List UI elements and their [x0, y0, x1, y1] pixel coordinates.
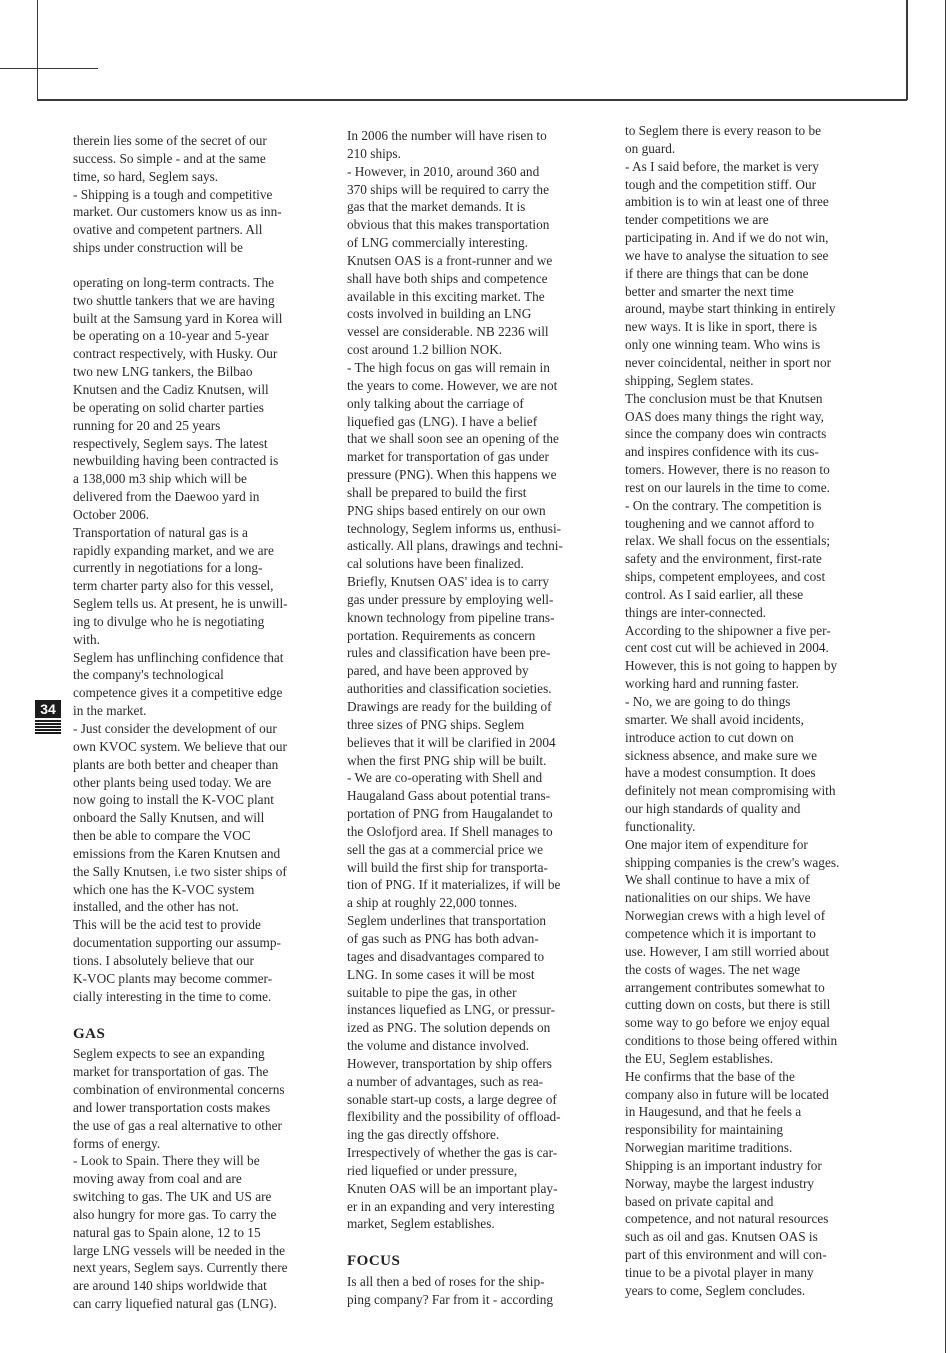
- body-paragraph: In 2006 the number will have risen to 210 ships. - However, in 2010, around 360 and 370 ships will be required to carry the gas that the market demands. It is obvious that this makes transportation of LNG commercially interesting. Knutsen OAS is a front-runner and we shall have both ships and competence available in this exciting market. The costs involved in building an LNG vessel are considerable. NB 2236 will cost around 1.2 billion NOK. - The high focus on gas will remain in the years to come. However, we are not only talking about the carriage of liquefied gas (LNG). I have a belief that we shall soon see an opening of the market for transportation of gas under pressure (PNG). When this happens we shall be prepared to build the first PNG ships based entirely on our own technology, Seglem informs us, enthusi- astically. All plans, drawings and techni- cal solutions have been finalized. Briefly, Knutsen OAS' idea is to carry gas under pressure by employing well- known technology from pipeline trans- portation. Requirements as concern rules and classification have been pre- pared, and have been approved by authorities and classification societies. Drawings are ready for the building of three sizes of PNG ships. Seglem believes that it will be clarified in 2004 when the first PNG ship will be built. - We are co-operating with Shell and Haugaland Gass about potential trans- portation of PNG from Haugalandet to the Oslofjord area. If Shell manages to sell the gas at a commercial price we will build the first ship for transporta- tion of PNG. If it materializes, if will be a ship at roughly 22,000 tonnes. Seglem underlines that transportation of gas such as PNG has both advan- tages and disadvantages compared to LNG. In some cases it will be most suitable to pipe the gas, in other instances liquefied as LNG, or pressur- ized as PNG. The solution depends on the volume and distance involved. However, transportation by ship offers a number of advantages, such as rea- sonable start-up costs, a large degree of flexibility and the possibility of offload- ing the gas directly offshore. Irrespectively of whether the gas is car- ried liquefied or under pressure, Knuten OAS will be an important play- er in an expanding and very interesting market, Seglem establishes.: [347, 128, 563, 1232]
- section-heading: GAS: [73, 1025, 106, 1042]
- body-paragraph: Seglem expects to see an expanding market for transportation of gas. The combination of environmental concerns and lower transportation costs makes the use of gas a real alternative to other forms of energy. - Look to Spain. There they will be moving away from coal and are switching to gas. The UK and US are also hungry for more gas. To carry the natural gas to Spain alone, 12 to 15 large LNG vessels will be needed in the next years, Seglem says. Currently there are around 140 ships worldwide that can carry liquefied natural gas (LNG).: [73, 1046, 288, 1312]
- crop-mark-horizontal: [0, 68, 98, 69]
- page-number: 34: [35, 700, 61, 718]
- right-frame-rule: [906, 0, 908, 100]
- column-gap: [73, 257, 345, 274]
- section-heading: FOCUS: [347, 1253, 401, 1270]
- body-paragraph: to Seglem there is every reason to be on guard. - As I said before, the market is very tough and the competition stiff. Our ambition is to win at least one of three tender competitions we are participating in. And if we do not win, we have to analyse the situation to see if there are things that can be done better and smarter the next time around, maybe start thinking in entirely new ways. It is like in sport, there is only one winning team. Who wins is never coincidental, neither in sport nor shipping, Seglem states. The conclusion must be that Knutsen OAS does many things the right way, since the company does win contracts and inspires confidence with its cus- tomers. However, there is no reason to rest on our laurels in the time to come. - On the contrary. The competition is toughening and we cannot afford to relax. We shall focus on the essentials; safety and the environment, first-rate ships, competent employees, and cost control. As I said earlier, all these things are inter-connected. According to the shipowner a five per- cent cost cut will be achieved in 2004. However, this is not going to happen by working hard and running faster. - No, we are going to do things smarter. We shall avoid incidents, introduce action to cut down on sickness absence, and make sure we have a modest consumption. It does definitely not mean compromising with our high standards of quality and functionality. One major item of expenditure for shipping companies is the crew's wages. We shall continue to have a mix of nationalities on our ships. We have Norwegian crews with a high level of competence which it is important to use. However, I am still worried about the costs of wages. The net wage arrangement contributes somewhat to cutting down on costs, but there is still some way to go before we enjoy equal conditions to those being offered within the EU, Seglem establishes. He confirms that the base of the company also in future will be located in Haugesund, and that he feels a responsibility for maintaining Norwegian maritime traditions. Shipping is an important industry for Norway, maybe the largest industry based on private capital and competence, and not natural resources such as oil and gas. Knutsen OAS is part of this environment and will con- tinue to be a pivotal player in many years to come, Seglem concludes.: [625, 123, 840, 1298]
- article-column-2: [347, 127, 619, 1309]
- article-column-3: [625, 122, 897, 1300]
- body-paragraph: therein lies some of the secret of our success. So simple - and at the same time, so hard, Seglem says. - Shipping is a tough and competitive market. Our customers know us as inn- ovative and competent partners. All ships under construction will be: [73, 133, 282, 256]
- crop-mark-vertical: [37, 0, 38, 100]
- article-column-1: [73, 132, 345, 1313]
- body-paragraph: Is all then a bed of roses for the ship- ping company? Far from it - according: [347, 1274, 554, 1307]
- page-number-box: [35, 700, 63, 730]
- body-paragraph: operating on long-term contracts. The two shuttle tankers that we are having built at the Samsung yard in Korea will be operating on a 10-year and 5-year contract respectively, with Husky. Our two new LNG tankers, the Bilbao Knutsen and the Cadiz Knutsen, will be operating on solid charter parties running for 20 and 25 years respectively, Seglem says. The latest newbuilding having been contracted is a 138,000 m3 ship which will be delivered from the Daewoo yard in October 2006. Transportation of natural gas is a rapidly expanding market, and we are currently in negotiations for a long- term charter party also for this vessel, Seglem tells us. At present, he is unwill- ing to divulge who he is negotiating with. Seglem has unflinching confidence that the company's technological competence gives it a competitive edge in the market. - Just consider the development of our own KVOC system. We believe that our plants are both better and cheaper than other plants being used today. We are now going to install the K-VOC plant onboard the Sally Knutsen, and will then be able to compare the VOC emissions from the Karen Knutsen and the Sally Knutsen, i.e two sister ships of which one has the K-VOC system installed, and the other has not. This will be the acid test to provide documentation supporting our assump- tions. I absolutely believe that our K-VOC plants may become commer- cially interesting in the time to come.: [73, 274, 288, 1004]
- top-frame-rule: [37, 99, 907, 101]
- page-number-stripes: [35, 720, 61, 735]
- right-edge-rule: [945, 0, 946, 1353]
